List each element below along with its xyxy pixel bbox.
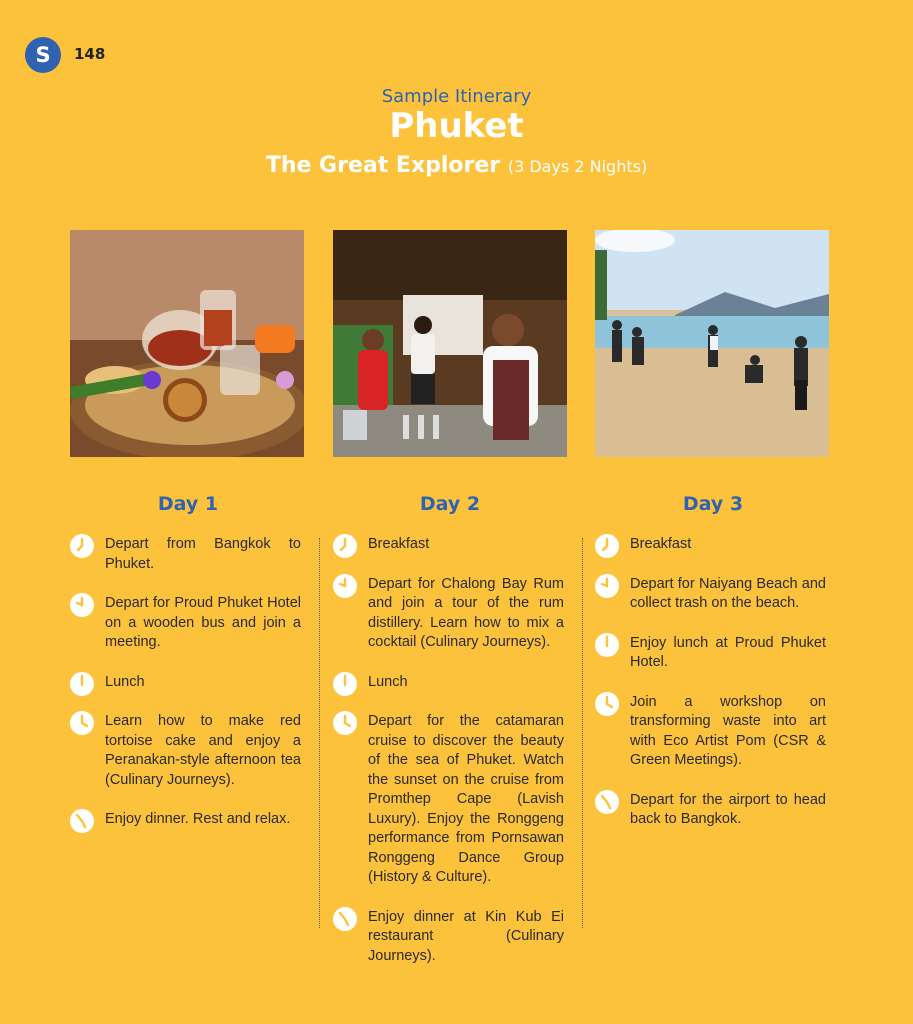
item-text: Depart for Naiyang Beach and collect trash on the beach.: [630, 575, 826, 611]
column-divider: [582, 538, 583, 928]
item-text: Depart from Bangkok to Phuket.: [105, 536, 301, 572]
day-2-title: Day 2: [419, 493, 481, 515]
clock-icon: [332, 573, 358, 599]
item-text: Breakfast: [368, 536, 430, 552]
clock-icon: [69, 808, 95, 834]
item-text: Enjoy lunch at Proud Phuket Hotel.: [630, 634, 826, 670]
afternoon-tea-photo: [70, 230, 304, 457]
item-text: Lunch: [368, 673, 408, 690]
list-item: [594, 575, 826, 614]
duration-text: (3 Days 2 Nights): [507, 157, 648, 176]
list-item: [594, 693, 826, 771]
clock-icon: [594, 573, 620, 599]
list-item: [332, 535, 564, 555]
day-1-title: Day 1: [157, 493, 219, 515]
clock-icon: [69, 710, 95, 736]
clock-icon: [332, 710, 358, 736]
clock-icon: [332, 906, 358, 932]
item-text: Depart for Proud Phuket Hotel on a wooden bus and join a meeting.: [105, 595, 301, 650]
clock-icon: [594, 533, 620, 559]
subtitle-text: The Great Explorer: [265, 153, 501, 178]
list-item: [332, 575, 564, 653]
list-item: [69, 810, 301, 830]
list-item: [69, 594, 301, 653]
list-item: [69, 673, 301, 693]
beach-cleanup-photo: [595, 230, 829, 457]
item-text: Learn how to make red tortoise cake and enjoy a Peranakan-style afternoon tea (Culinary Journeys).: [105, 713, 301, 788]
page-number: 148: [74, 45, 106, 63]
page-title: Phuket: [389, 106, 524, 146]
day-3-list: [594, 535, 826, 850]
item-text: Depart for the airport to head back to Bangkok.: [630, 791, 826, 827]
clock-icon: [69, 671, 95, 697]
column-divider: [319, 538, 320, 928]
itinerary-subtitle: [0, 153, 913, 178]
list-item: [69, 535, 301, 574]
day-2-list: [332, 535, 564, 986]
list-item: [594, 634, 826, 673]
clock-icon: [69, 592, 95, 618]
list-item: [594, 791, 826, 830]
clock-icon: [332, 533, 358, 559]
day-1-list: [69, 535, 301, 850]
clock-icon: [594, 632, 620, 658]
item-text: Enjoy dinner at Kin Kub Ei restaurant (Culinary Journeys).: [368, 908, 564, 964]
list-item: [332, 712, 564, 888]
clock-icon: [69, 533, 95, 559]
item-text: Depart for the catamaran cruise to discover the beauty of the sea of Phuket. Watch the sunset on the cruise from Promthep Cape (Lavish Luxury). Enjoy the Ronggeng performance from Pornsawan Ronggeng Dance Group (History & Culture).: [368, 713, 564, 885]
rum-distillery-photo: [333, 230, 567, 457]
item-text: Lunch: [105, 673, 145, 690]
list-item: [332, 673, 564, 693]
clock-icon: [594, 691, 620, 717]
item-text: Enjoy dinner. Rest and relax.: [105, 811, 291, 827]
itinerary-kicker: Sample Itinerary: [381, 86, 532, 107]
list-item: [69, 712, 301, 790]
list-item: [594, 535, 826, 555]
item-text: Join a workshop on transforming waste into art with Eco Artist Pom (CSR & Green Meetings).: [630, 693, 826, 768]
clock-icon: [332, 671, 358, 697]
page-badge: S: [25, 37, 61, 73]
clock-icon: [594, 789, 620, 815]
item-text: Depart for Chalong Bay Rum and join a tour of the rum distillery. Learn how to mix a cocktail (Culinary Journeys).: [368, 575, 564, 650]
item-text: Breakfast: [630, 536, 692, 552]
list-item: [332, 908, 564, 967]
day-3-title: Day 3: [682, 493, 744, 515]
